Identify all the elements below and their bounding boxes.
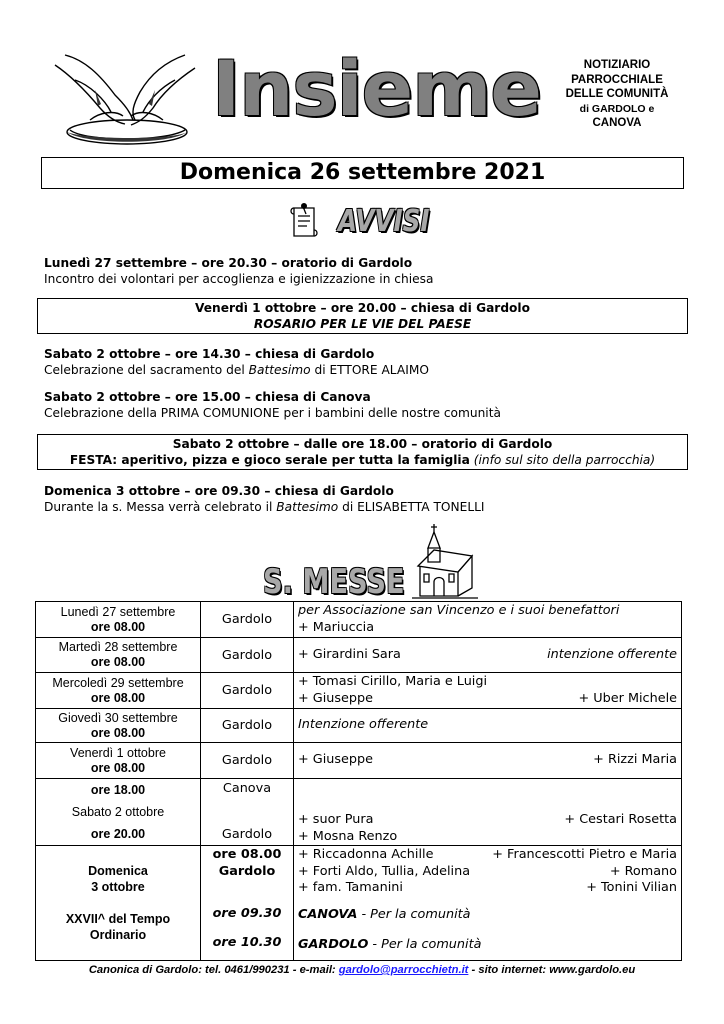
table-row-saturday: ore 18.00 Sabato 2 ottobre ore 20.00 Canova Gardolo + suor Pura + Cestari Rosetta + Mosna Renzo [36,779,682,846]
avvisi-heading: AVVISI [338,204,430,239]
hands-bread-logo-icon [45,50,205,150]
notice-2: Sabato 2 ottobre – ore 14.30 – chiesa di Gardolo Celebrazione del sacramento del Battesimo di ETTORE ALAIMO [44,347,429,377]
table-row: Venerdì 1 ottobre ore 08.00 Gardolo + Giuseppe + Rizzi Maria [36,743,682,779]
messe-heading: S. MESSE [263,562,405,602]
table-row: Martedì 28 settembre ore 08.00 Gardolo + Girardini Sara intenzione offerente [36,638,682,673]
newsletter-title: Insieme [212,44,541,133]
footer-contacts: Canonica di Gardolo: tel. 0461/990231 - e-mail: gardolo@parrocchietn.it - sito internet: www.gardolo.eu [88,964,636,976]
table-row: Giovedì 30 settembre ore 08.00 Gardolo Intenzione offerente [36,709,682,743]
notice-box-festa: Sabato 2 ottobre – dalle ore 18.00 – oratorio di Gardolo FESTA: aperitivo, pizza e gioco serale per tutta la famiglia (info sul sito della parrocchia) [37,434,688,470]
notice-4: Domenica 3 ottobre – ore 09.30 – chiesa di Gardolo Durante la s. Messa verrà celebrato il Battesimo di ELISABETTA TONELLI [44,484,485,514]
notice-box-rosario: Venerdì 1 ottobre – ore 20.00 – chiesa di Gardolo ROSARIO PER LE VIE DEL PAESE [37,298,688,334]
notice-1: Lunedì 27 settembre – ore 20.30 – oratorio di Gardolo Incontro dei volontari per accoglienza e igienizzazione in chiesa [44,256,434,286]
church-icon [412,522,478,600]
table-row: Lunedì 27 settembre ore 08.00 Gardolo per Associazione san Vincenzo e i suoi benefattori + Mariuccia [36,602,682,638]
messe-table [35,601,682,961]
email-link[interactable]: gardolo@parrocchietn.it [338,964,469,976]
notice-3: Sabato 2 ottobre – ore 15.00 – chiesa di Canova Celebrazione della PRIMA COMUNIONE per i bambini delle nostre comunità [44,390,501,420]
scroll-writer-icon [288,202,322,244]
issue-date: Domenica 26 settembre 2021 [41,157,684,189]
table-row: Mercoledì 29 settembre ore 08.00 Gardolo + Tomasi Cirillo, Maria e Luigi + Giuseppe + Uber Michele [36,673,682,709]
newsletter-subtitle: NOTIZIARIO PARROCCHIALE DELLE COMUNITÀ di GARDOLO e CANOVA [565,59,669,129]
table-row-sunday: Domenica 3 ottobre XXVII^ del Tempo Ordinario ore 08.00 Gardolo ore 09.30 ore 10.30 + Riccadonna Achille + Francescotti Pietro e Maria + Forti Aldo, Tullia, Adelina + Romano + fam. Tamanini + Tonini Vilian CANOVA - Per la comunità GARDOLO - Per la comunità [36,846,682,961]
